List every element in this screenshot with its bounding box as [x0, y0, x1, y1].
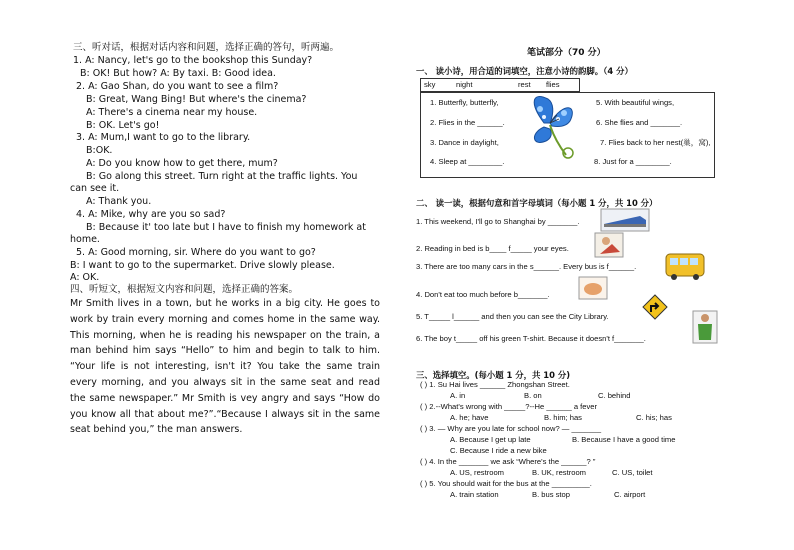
poem-line: 3. Dance in daylight, [430, 138, 499, 147]
dialog-line: B: OK! But how? A: By taxi. B: Good idea. [80, 68, 276, 79]
dialog-line: 5. A: Good morning, sir. Where do you want to go? [76, 247, 316, 258]
listening-passage: Mr Smith lives in a town, but he works in a big city. He goes to work by train every morning and comes home in the same way. This morning, when he is reading his newspaper on the train, a man behind him says “Hello” to him and begin to talk to him. “Your life is not interesting, isn't it? You take the same train every morning, and you always sit in the same seat and read the same newspaper.” Mr Smith is vey angry and says “How do you know all that about me?”.“Because I always sit in the same seat behind you,” the man answers. [70, 298, 380, 436]
choice-option: C. airport [614, 490, 646, 499]
passage-section-title: 四、听短文，根据短文内容和问题，选择正确的答案。 [70, 284, 299, 295]
choice-option: C. his; has [636, 413, 672, 422]
fill-word-item: 2. Reading in bed is b____ f_____ your eyes. [416, 244, 569, 253]
section1-title: 一、 读小诗，用合适的词填空，注意小诗的韵脚。（4 分） [416, 66, 633, 76]
dialog-line: B: Go along this street. Turn right at the traffic lights. You [86, 171, 358, 182]
choice-option: A. he; have [450, 413, 489, 422]
poem-line: 2. Flies in the ______. [430, 118, 505, 127]
word-bank-item: sky [424, 80, 436, 89]
written-part-title: 笔试部分（70 分） [527, 48, 606, 58]
fill-word-item: 4. Don't eat too much before b_______. [416, 290, 550, 299]
choice-option: C. Because I ride a new bike [450, 446, 547, 455]
food-icon [578, 276, 608, 300]
choice-option: A. US, restroom [450, 468, 505, 477]
dialog-line: B: OK. Let's go! [86, 120, 160, 131]
dialog-line: B: Because it' too late but I have to finish my homework at [86, 222, 366, 233]
fill-word-item: 1. This weekend, I'll go to Shanghai by _______. [416, 217, 580, 226]
section2-title: 二、 读一读，根据句意和首字母填词（每小题 1 分，共 10 分） [416, 198, 658, 208]
word-bank-item: rest [518, 80, 531, 89]
fill-word-item: 5. T_____ l______ and then you can see the City Library. [416, 312, 609, 321]
dialog-line: B:OK. [86, 145, 113, 156]
choice-option: A. Because I get up late [450, 435, 531, 444]
train-icon [600, 208, 650, 232]
word-bank-item: night [456, 80, 473, 89]
dialog-line: A: Do you know how to get there, mum? [86, 158, 278, 169]
choice-option: C. US, toilet [612, 468, 653, 477]
dialog-line: 3. A: Mum,I want to go to the library. [76, 132, 251, 143]
choice-option: B. UK, restroom [532, 468, 587, 477]
choice-option: B. on [524, 391, 542, 400]
section3-title: 三、选择填空。(每小题 1 分，共 10 分) [416, 370, 571, 380]
choice-option: B. Because I have a good time [572, 435, 676, 444]
choice-question: ( ) 5. You should wait for the bus at the _________. [420, 479, 592, 488]
dialog-line: 2. A: Gao Shan, do you want to see a film? [76, 81, 279, 92]
listening-section-title: 三、听对话，根据对话内容和问题，选择正确的答句，听两遍。 [73, 42, 340, 53]
fill-word-item: 3. There are too many cars in the s______. Every bus is f______. [416, 262, 637, 271]
choice-option: C. behind [598, 391, 631, 400]
dialog-line: 4. A: Mike, why are you so sad? [76, 209, 226, 220]
dialog-line: B: I want to go to the supermarket. Drive slowly please. [70, 260, 335, 271]
bus-icon [664, 250, 706, 282]
poem-line: 6. She flies and _______. [596, 118, 683, 127]
choice-option: B. him; has [544, 413, 582, 422]
tshirt-boy-icon [692, 310, 718, 344]
choice-option: A. in [450, 391, 466, 400]
butterfly-icon [524, 93, 582, 163]
dialog-line: 1. A: Nancy, let's go to the bookshop this Sunday? [73, 55, 313, 66]
word-bank-item: flies [546, 80, 560, 89]
dialog-line: A: OK. [70, 272, 100, 283]
poem-line: 8. Just for a ________. [594, 157, 672, 166]
reading-icon [594, 232, 624, 258]
choice-option: B. bus stop [532, 490, 570, 499]
fill-word-item: 6. The boy t_____ off his green T-shirt. Because it doesn't f_______. [416, 334, 646, 343]
dialog-line: B: Great, Wang Bing! But where's the cinema? [86, 94, 307, 105]
poem-line: 5. With beautiful wings, [596, 98, 675, 107]
dialog-line: A: Thank you. [86, 196, 152, 207]
dialog-line: home. [70, 234, 100, 245]
poem-line: 4. Sleep at ________. [430, 157, 505, 166]
turn-sign-icon [642, 294, 668, 320]
choice-question: ( ) 2.--What's wrong with _____?--He ______ a fever [420, 402, 598, 411]
dialog-line: can see it. [70, 183, 120, 194]
choice-question: ( ) 4. In the _______ we ask “Where's the ______? ” [420, 457, 596, 466]
choice-question: ( ) 1. Su Hai lives ______ Zhongshan Street. [420, 380, 570, 389]
poem-line: 7. Flies back to her nest(巢，窝), [600, 138, 711, 147]
poem-line: 1. Butterfly, butterfly, [430, 98, 499, 107]
choice-question: ( ) 3. — Why are you late for school now? — _______ [420, 424, 602, 433]
choice-option: A. train station [450, 490, 499, 499]
dialog-line: A: There's a cinema near my house. [86, 107, 258, 118]
